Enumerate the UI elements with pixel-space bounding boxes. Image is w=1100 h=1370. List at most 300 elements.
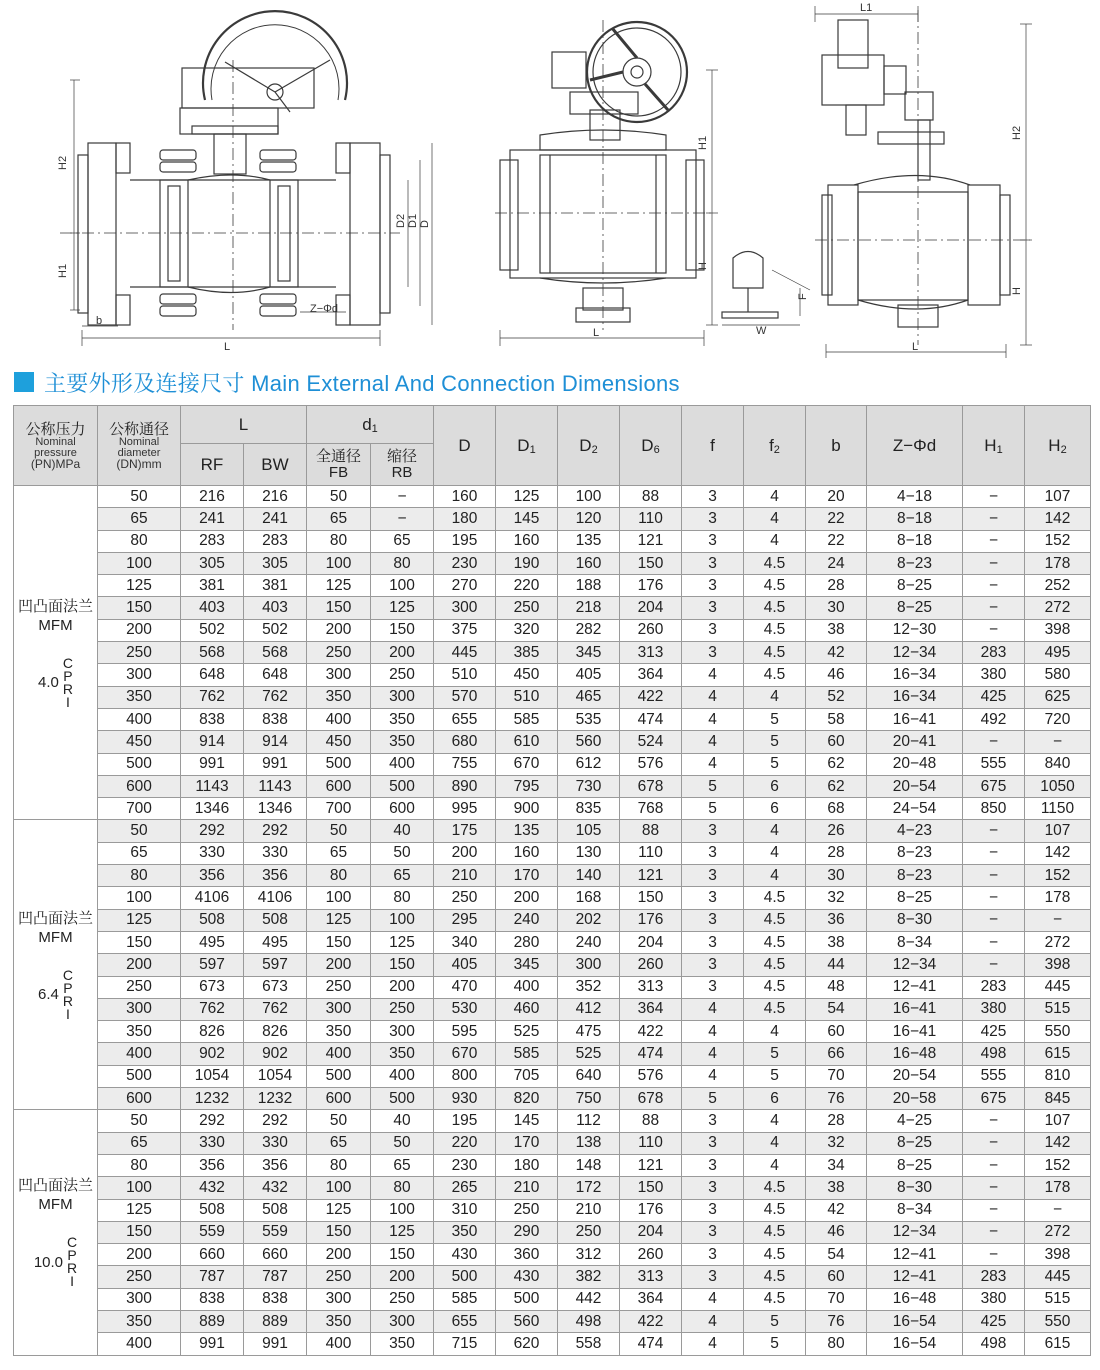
label-h2-right: H2 — [1011, 125, 1023, 140]
table-cell: 40 — [371, 820, 434, 842]
table-cell: 100 — [558, 486, 620, 508]
table-cell: 4.5 — [744, 1288, 806, 1310]
table-cell: 475 — [558, 1021, 620, 1043]
table-cell: 3 — [682, 931, 744, 953]
table-cell: 4.5 — [744, 887, 806, 909]
table-cell: 292 — [244, 1110, 307, 1132]
table-cell: 125 — [371, 597, 434, 619]
table-cell: 576 — [620, 1065, 682, 1087]
table-cell: 52 — [806, 686, 867, 708]
table-cell: 4.5 — [744, 642, 806, 664]
table-cell: 1346 — [244, 798, 307, 820]
table-row — [14, 931, 1091, 953]
table-cell: 1232 — [181, 1088, 244, 1110]
table-cell: − — [963, 508, 1025, 530]
table-cell: 6 — [744, 775, 806, 797]
table-cell: 250 — [371, 664, 434, 686]
table-cell: 80 — [806, 1333, 867, 1355]
table-cell: 400 — [496, 976, 558, 998]
table-row — [14, 775, 1091, 797]
table-cell: 381 — [181, 575, 244, 597]
table-cell: 176 — [620, 909, 682, 931]
table-cell: 3 — [682, 842, 744, 864]
table-cell: 200 — [307, 954, 371, 976]
table-cell: − — [963, 909, 1025, 931]
table-cell: 914 — [244, 731, 307, 753]
table-cell: 655 — [434, 1310, 496, 1332]
table-cell: 218 — [558, 597, 620, 619]
table-cell: 300 — [434, 597, 496, 619]
table-cell: 250 — [371, 1288, 434, 1310]
table-cell: 5 — [744, 1310, 806, 1332]
table-cell: 360 — [496, 1244, 558, 1266]
table-cell: 65 — [98, 842, 181, 864]
table-cell: 210 — [496, 1177, 558, 1199]
table-cell: 200 — [307, 619, 371, 641]
table-cell: 400 — [307, 1043, 371, 1065]
table-cell: 190 — [496, 552, 558, 574]
table-cell: 502 — [181, 619, 244, 641]
table-cell: − — [963, 954, 1025, 976]
table-cell: 400 — [98, 1333, 181, 1355]
table-cell: 125 — [307, 575, 371, 597]
table-cell: 558 — [558, 1333, 620, 1355]
table-cell: 474 — [620, 1043, 682, 1065]
table-cell: 100 — [98, 552, 181, 574]
table-cell: 130 — [558, 842, 620, 864]
table-cell: 12−41 — [867, 1266, 963, 1288]
table-row — [14, 998, 1091, 1020]
table-cell: 100 — [371, 909, 434, 931]
table-cell: 432 — [181, 1177, 244, 1199]
table-cell: 50 — [307, 820, 371, 842]
table-cell: 310 — [434, 1199, 496, 1221]
table-cell: 120 — [558, 508, 620, 530]
table-cell: 300 — [98, 664, 181, 686]
table-cell: 312 — [558, 1244, 620, 1266]
label-l-left: L — [224, 341, 231, 353]
table-cell: 88 — [620, 1110, 682, 1132]
table-row — [14, 887, 1091, 909]
table-cell: 498 — [963, 1043, 1025, 1065]
table-cell: 991 — [181, 1333, 244, 1355]
table-cell: 121 — [620, 1154, 682, 1176]
table-cell: 121 — [620, 530, 682, 552]
table-row — [14, 820, 1091, 842]
table-row — [14, 1244, 1091, 1266]
label-h1-left: H1 — [57, 263, 69, 278]
table-cell: 5 — [682, 775, 744, 797]
table-row — [14, 552, 1091, 574]
table-cell: 20−54 — [867, 775, 963, 797]
heading-square-icon — [14, 372, 34, 392]
table-cell: 42 — [806, 1199, 867, 1221]
table-cell: 160 — [496, 530, 558, 552]
table-cell: 68 — [806, 798, 867, 820]
table-cell: 500 — [496, 1288, 558, 1310]
table-cell: 600 — [371, 798, 434, 820]
table-cell: 150 — [307, 1221, 371, 1243]
table-cell: 230 — [434, 1154, 496, 1176]
table-cell: 820 — [496, 1088, 558, 1110]
table-cell: 80 — [307, 530, 371, 552]
table-cell: 385 — [496, 642, 558, 664]
table-cell: 340 — [434, 931, 496, 953]
table-row — [14, 1221, 1091, 1243]
table-cell: 800 — [434, 1065, 496, 1087]
table-cell: 8−30 — [867, 909, 963, 931]
table-cell: 535 — [558, 708, 620, 730]
header-nominal-pressure: 公称压力 Nominal pressure (PN)MPa — [14, 406, 98, 486]
table-cell: 3 — [682, 508, 744, 530]
label-l-mid: L — [593, 327, 600, 339]
table-cell: − — [963, 530, 1025, 552]
header-z-d: Z−Φd — [867, 406, 963, 486]
table-cell: 16−54 — [867, 1333, 963, 1355]
table-cell: − — [963, 1132, 1025, 1154]
table-cell: 826 — [181, 1021, 244, 1043]
table-cell: 450 — [496, 664, 558, 686]
table-cell: 660 — [181, 1244, 244, 1266]
table-cell: 445 — [434, 642, 496, 664]
table-cell: 12−34 — [867, 642, 963, 664]
table-cell: 195 — [434, 1110, 496, 1132]
table-cell: 4106 — [181, 887, 244, 909]
table-cell: 460 — [496, 998, 558, 1020]
header-rb: 缩径 RB — [371, 444, 434, 486]
table-cell: 3 — [682, 1266, 744, 1288]
drawing-support-detail — [722, 252, 810, 326]
label-l-right: L — [912, 341, 919, 353]
table-cell: 62 — [806, 753, 867, 775]
table-cell: 216 — [181, 486, 244, 508]
table-cell: 260 — [620, 954, 682, 976]
table-cell: 26 — [806, 820, 867, 842]
table-row — [14, 1154, 1091, 1176]
table-row — [14, 530, 1091, 552]
table-cell: 795 — [496, 775, 558, 797]
table-row — [14, 486, 1091, 508]
table-cell: 313 — [620, 1266, 682, 1288]
table-cell: 525 — [496, 1021, 558, 1043]
table-cell: 4.5 — [744, 998, 806, 1020]
table-cell: 1054 — [244, 1065, 307, 1087]
table-cell: 150 — [307, 931, 371, 953]
table-cell: 292 — [244, 820, 307, 842]
table-cell: 16−34 — [867, 664, 963, 686]
table-cell: 4 — [682, 686, 744, 708]
table-header — [14, 406, 1091, 486]
table-cell: 568 — [181, 642, 244, 664]
table-cell: 530 — [434, 998, 496, 1020]
table-cell: 838 — [244, 1288, 307, 1310]
table-cell: 12−34 — [867, 1221, 963, 1243]
table-row — [14, 1088, 1091, 1110]
table-cell: 200 — [434, 842, 496, 864]
table-cell: 678 — [620, 775, 682, 797]
table-cell: 705 — [496, 1065, 558, 1087]
table-cell: 474 — [620, 1333, 682, 1355]
table-cell: 762 — [181, 998, 244, 1020]
table-cell: 150 — [371, 954, 434, 976]
table-cell: 350 — [98, 1021, 181, 1043]
table-cell: 150 — [98, 931, 181, 953]
table-cell: 241 — [181, 508, 244, 530]
table-cell: 107 — [1025, 820, 1091, 842]
table-cell: 12−41 — [867, 1244, 963, 1266]
table-cell: 580 — [1025, 664, 1091, 686]
table-cell: 555 — [963, 1065, 1025, 1087]
table-cell: 398 — [1025, 954, 1091, 976]
table-cell: 1346 — [181, 798, 244, 820]
table-cell: 4−18 — [867, 486, 963, 508]
table-cell: 492 — [963, 708, 1025, 730]
label-f: F — [797, 293, 809, 300]
table-cell: 28 — [806, 1110, 867, 1132]
table-cell: 4 — [682, 1065, 744, 1087]
header-d1-flange: D1 — [496, 406, 558, 486]
table-cell: 145 — [496, 1110, 558, 1132]
table-cell: 403 — [244, 597, 307, 619]
table-cell: 50 — [307, 1110, 371, 1132]
table-cell: 48 — [806, 976, 867, 998]
section-heading — [14, 366, 680, 398]
table-cell: 508 — [244, 909, 307, 931]
table-cell: 474 — [620, 708, 682, 730]
table-cell: 382 — [558, 1266, 620, 1288]
table-cell: − — [963, 552, 1025, 574]
table-cell: 762 — [244, 686, 307, 708]
label-b: b — [96, 315, 103, 327]
table-cell: 8−18 — [867, 530, 963, 552]
table-cell: 142 — [1025, 842, 1091, 864]
table-cell: 4 — [744, 1132, 806, 1154]
table-cell: − — [1025, 909, 1091, 931]
table-cell: 125 — [98, 575, 181, 597]
table-cell: 4.5 — [744, 931, 806, 953]
table-cell: − — [963, 597, 1025, 619]
table-cell: 292 — [181, 820, 244, 842]
table-cell: 838 — [181, 1288, 244, 1310]
header-h1: H1 — [963, 406, 1025, 486]
table-cell: 787 — [181, 1266, 244, 1288]
header-nominal-diameter: 公称通径 Nominal diameter (DN)mm — [98, 406, 181, 486]
table-cell: 400 — [307, 1333, 371, 1355]
table-cell: 4.5 — [744, 1199, 806, 1221]
table-cell: 250 — [496, 597, 558, 619]
table-row — [14, 1043, 1091, 1065]
table-cell: 1143 — [244, 775, 307, 797]
table-row — [14, 708, 1091, 730]
table-cell: 60 — [806, 1021, 867, 1043]
table-cell: 700 — [307, 798, 371, 820]
table-cell: 100 — [371, 1199, 434, 1221]
table-cell: 4.5 — [744, 1266, 806, 1288]
table-cell: 241 — [244, 508, 307, 530]
table-cell: 80 — [98, 530, 181, 552]
table-cell: 220 — [496, 575, 558, 597]
header-d2: D2 — [558, 406, 620, 486]
table-cell: 400 — [98, 708, 181, 730]
table-cell: 810 — [1025, 1065, 1091, 1087]
table-cell: 4 — [682, 1288, 744, 1310]
table-cell: 170 — [496, 1132, 558, 1154]
table-cell: − — [963, 1221, 1025, 1243]
table-cell: 425 — [963, 1310, 1025, 1332]
table-cell: 121 — [620, 865, 682, 887]
table-cell: 4 — [744, 842, 806, 864]
table-cell: 768 — [620, 798, 682, 820]
table-cell: 502 — [244, 619, 307, 641]
table-cell: 755 — [434, 753, 496, 775]
table-cell: 8−30 — [867, 1177, 963, 1199]
table-cell: 510 — [434, 664, 496, 686]
table-cell: 345 — [558, 642, 620, 664]
table-cell: 4 — [682, 998, 744, 1020]
table-cell: 4.5 — [744, 619, 806, 641]
table-cell: 720 — [1025, 708, 1091, 730]
table-row — [14, 686, 1091, 708]
table-cell: 160 — [434, 486, 496, 508]
table-cell: 250 — [434, 887, 496, 909]
table-cell: 524 — [620, 731, 682, 753]
table-cell: 3 — [682, 976, 744, 998]
table-cell: 150 — [620, 1177, 682, 1199]
table-cell: 70 — [806, 1065, 867, 1087]
table-cell: 16−34 — [867, 686, 963, 708]
table-cell: 16−41 — [867, 1021, 963, 1043]
table-cell: 250 — [307, 1266, 371, 1288]
table-cell: 176 — [620, 1199, 682, 1221]
table-cell: 46 — [806, 1221, 867, 1243]
table-cell: 4.5 — [744, 1221, 806, 1243]
table-cell: 100 — [307, 887, 371, 909]
table-cell: 900 — [496, 798, 558, 820]
table-cell: 4.5 — [744, 954, 806, 976]
table-cell: 3 — [682, 530, 744, 552]
table-cell: 70 — [806, 1288, 867, 1310]
table-cell: 22 — [806, 530, 867, 552]
table-cell: 6 — [744, 798, 806, 820]
table-cell: 46 — [806, 664, 867, 686]
table-cell: 4.5 — [744, 1244, 806, 1266]
table-cell: 615 — [1025, 1043, 1091, 1065]
section-title: 主要外形及连接尺寸 Main External And Connection Dimensions — [44, 370, 680, 396]
table-cell: 356 — [181, 1154, 244, 1176]
table-cell: 890 — [434, 775, 496, 797]
table-cell: 16−41 — [867, 708, 963, 730]
table-cell: 550 — [1025, 1310, 1091, 1332]
table-cell: 160 — [558, 552, 620, 574]
table-cell: 4 — [682, 708, 744, 730]
table-cell: 250 — [98, 976, 181, 998]
table-cell: 80 — [307, 1154, 371, 1176]
table-cell: 350 — [371, 708, 434, 730]
table-cell: 62 — [806, 775, 867, 797]
table-cell: 3 — [682, 486, 744, 508]
table-cell: 283 — [181, 530, 244, 552]
table-cell: 585 — [434, 1288, 496, 1310]
header-rf: RF — [181, 444, 244, 486]
table-cell: 170 — [496, 865, 558, 887]
header-d6: D6 — [620, 406, 682, 486]
table-cell: 195 — [434, 530, 496, 552]
table-cell: 283 — [963, 976, 1025, 998]
table-cell: 125 — [371, 1221, 434, 1243]
table-cell: 3 — [682, 1177, 744, 1199]
table-cell: 265 — [434, 1177, 496, 1199]
table-cell: 508 — [181, 1199, 244, 1221]
table-cell: 568 — [244, 642, 307, 664]
table-cell: 560 — [558, 731, 620, 753]
table-cell: 4106 — [244, 887, 307, 909]
table-cell: 991 — [181, 753, 244, 775]
table-cell: 4.5 — [744, 575, 806, 597]
table-cell: 8−25 — [867, 597, 963, 619]
table-cell: 4.5 — [744, 909, 806, 931]
table-cell: 380 — [963, 998, 1025, 1020]
table-cell: 80 — [371, 552, 434, 574]
table-cell: 50 — [307, 486, 371, 508]
table-cell: 80 — [98, 1154, 181, 1176]
header-f2: f2 — [744, 406, 806, 486]
table-cell: 60 — [806, 731, 867, 753]
table-cell: 500 — [307, 1065, 371, 1087]
table-cell: 3 — [682, 552, 744, 574]
pressure-group-cell: 凹凸面法兰 MFM 4.0 C P R I — [14, 486, 98, 820]
table-row — [14, 575, 1091, 597]
table-cell: 8−23 — [867, 552, 963, 574]
table-cell: − — [963, 575, 1025, 597]
table-row — [14, 1021, 1091, 1043]
table-cell: 178 — [1025, 887, 1091, 909]
table-cell: 762 — [181, 686, 244, 708]
table-cell: 330 — [244, 842, 307, 864]
table-cell: 50 — [371, 842, 434, 864]
table-cell: − — [371, 486, 434, 508]
table-row — [14, 664, 1091, 686]
table-cell: 550 — [1025, 1021, 1091, 1043]
table-cell: 4 — [744, 1021, 806, 1043]
table-cell: 3 — [682, 1244, 744, 1266]
table-cell: 995 — [434, 798, 496, 820]
table-cell: 200 — [496, 887, 558, 909]
table-cell: 5 — [744, 1333, 806, 1355]
table-cell: 100 — [371, 575, 434, 597]
table-cell: 125 — [98, 909, 181, 931]
table-cell: 352 — [558, 976, 620, 998]
label-d: D — [419, 220, 431, 228]
table-cell: 145 — [496, 508, 558, 530]
table-cell: 5 — [744, 1065, 806, 1087]
table-cell: 838 — [244, 708, 307, 730]
table-cell: 292 — [181, 1110, 244, 1132]
table-cell: 1150 — [1025, 798, 1091, 820]
table-cell: 3 — [682, 575, 744, 597]
table-row — [14, 619, 1091, 641]
table-cell: 305 — [181, 552, 244, 574]
table-cell: 28 — [806, 575, 867, 597]
table-cell: 24 — [806, 552, 867, 574]
table-cell: 585 — [496, 708, 558, 730]
table-cell: 8−34 — [867, 1199, 963, 1221]
table-body — [14, 486, 1091, 1356]
table-cell: 585 — [496, 1043, 558, 1065]
table-cell: − — [963, 1154, 1025, 1176]
table-cell: 515 — [1025, 1288, 1091, 1310]
table-cell: 250 — [307, 642, 371, 664]
table-cell: 172 — [558, 1177, 620, 1199]
